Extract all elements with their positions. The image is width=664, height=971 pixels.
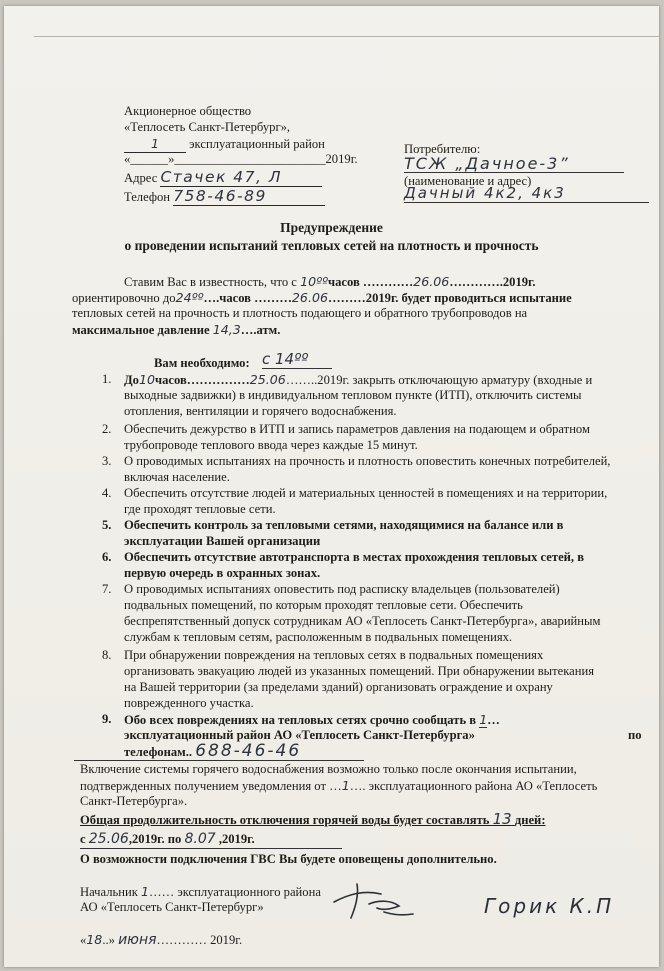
item-text: часов…………… bbox=[155, 373, 250, 387]
item-line: где проходят тепловые сети. bbox=[124, 502, 276, 516]
date-day-blank: «______» bbox=[124, 152, 175, 166]
signature-mark bbox=[329, 874, 419, 924]
item-line: поврежденного участка. bbox=[124, 696, 254, 710]
item-number: 3. bbox=[102, 454, 112, 468]
item-line: подвальных помещений, по которым проходят тепловые сети. Обеспечить bbox=[124, 598, 523, 612]
date-month-blank: ________________________ bbox=[174, 152, 326, 166]
dhw-line1: Включение системы горячего водоснабжения возможно только после окончания испытании, bbox=[80, 762, 577, 776]
item-line bbox=[124, 712, 500, 728]
dhw-line3: Санкт-Петербурга». bbox=[80, 794, 188, 808]
item-line: трубопроводе теплового ввода через каждые 15 минут. bbox=[124, 438, 418, 452]
duration-line1 bbox=[80, 812, 546, 828]
intro-line1 bbox=[124, 274, 536, 290]
sender-district bbox=[124, 136, 325, 153]
item-line: Обеспечить дежурство в ИТП и запись параметров давления на подающем и обратном bbox=[124, 422, 590, 436]
district-ref: 1 bbox=[479, 712, 488, 727]
item-line: организовать эвакуацию людей из указанных помещений. При обнаружении вытекания bbox=[124, 664, 595, 678]
item-line: включая население. bbox=[124, 470, 230, 484]
sender-address bbox=[124, 170, 322, 187]
duration-text: ,2019г. по bbox=[128, 832, 182, 846]
footer-district: 1 bbox=[141, 884, 150, 899]
footer-text: Начальник bbox=[80, 885, 138, 899]
footer-text: …… эксплуатационного района bbox=[149, 885, 321, 899]
item-number: 5. bbox=[102, 518, 112, 532]
item-line: беспрепятственный допуск сотрудникам АО «Теплосеть Санкт-Петербурга», аварийным bbox=[124, 614, 601, 628]
item-line: При обнаружении повреждения на тепловых сетях в подвальных помещениях bbox=[124, 648, 544, 662]
intro-text: ………….2019г. bbox=[449, 275, 536, 289]
item-line: Обеспечить контроль за тепловыми сетями, находящимися на балансе или в bbox=[124, 518, 564, 532]
document-subtitle: о проведении испытаний тепловых сетей на плотность и прочность bbox=[124, 238, 539, 253]
item-line: О проводимых испытаниях на прочность и плотность оповестить конечных потребителей, bbox=[124, 454, 611, 468]
duration-line2 bbox=[80, 832, 255, 847]
dhw-text: подтвержденных получением уведомления от … bbox=[80, 779, 342, 793]
signer-name: Горик К.П bbox=[484, 894, 615, 918]
start-time: 10ºº bbox=[300, 274, 328, 289]
document-title: Предупреждение bbox=[280, 220, 383, 235]
footer-date-month: июня bbox=[118, 932, 157, 948]
footer-date bbox=[80, 932, 242, 948]
district-number: 1 bbox=[150, 136, 159, 151]
recipient-name-line bbox=[404, 154, 624, 173]
sender-date bbox=[124, 152, 358, 167]
underline-rule bbox=[74, 760, 364, 761]
item-line bbox=[124, 372, 592, 388]
item-line: первую очередь в охранных зонах. bbox=[124, 566, 321, 580]
item-number: 2. bbox=[102, 422, 112, 436]
duration-from: 25.06 bbox=[88, 831, 129, 847]
close-time: 10 bbox=[138, 372, 155, 387]
dhw-text: …. эксплуатационного района АО «Теплосеть bbox=[349, 779, 598, 793]
dhw-line2 bbox=[80, 778, 597, 794]
district-suffix: эксплуатационный район bbox=[189, 137, 325, 151]
date-quote: ..» bbox=[102, 933, 115, 947]
need-handwritten: с 14ºº bbox=[262, 350, 332, 369]
end-date: 26.06 bbox=[291, 290, 328, 305]
recipient-name: ТСЖ „Дачное-3” bbox=[404, 154, 570, 173]
phone-value: 758-46-89 bbox=[173, 187, 267, 205]
sender-org-line1: Акционерное общество bbox=[124, 104, 252, 118]
item-number: 1. bbox=[102, 372, 112, 386]
pressure-unit: ….атм. bbox=[240, 323, 281, 337]
duration-text: ,2019г. bbox=[218, 832, 255, 846]
recipient-caption: (наименование и адрес) bbox=[404, 174, 532, 188]
item-text: ……..2019г. закрыть отключающую арматуру (входные и bbox=[285, 373, 593, 387]
sender-phone bbox=[124, 189, 325, 206]
duration-text: с bbox=[80, 832, 86, 846]
max-pressure-value: 14,3 bbox=[212, 322, 241, 337]
item-text-end: по bbox=[628, 728, 642, 742]
item-text: эксплуатационный район АО «Теплосеть Санкт-Петербурга» bbox=[124, 728, 475, 742]
item-number: 7. bbox=[102, 582, 112, 596]
recipient-address: Дачный 4к2, 4к3 bbox=[404, 184, 566, 202]
item-line: эксплуатации Вашей организации bbox=[124, 534, 321, 548]
intro-text: ориентировочно до bbox=[72, 291, 176, 305]
footer-line2: АО «Теплосеть Санкт-Петербург» bbox=[80, 900, 264, 914]
phone-numbers: 688-46-46 bbox=[195, 741, 302, 761]
duration-text: Общая продолжительность отключения горячей воды будет составлять bbox=[80, 813, 490, 827]
sender-org-line2: «Теплосеть Санкт-Петербург», bbox=[124, 120, 291, 134]
item-text: … bbox=[487, 713, 500, 727]
footer-date-year: ………… 2019г. bbox=[156, 933, 243, 947]
item-line: службам к тепловым сетям, расположенным в подвальных помещениях. bbox=[124, 630, 513, 644]
duration-days: 13 bbox=[492, 810, 512, 828]
address-value: Стачек 47, Л bbox=[160, 168, 283, 186]
item-text: Обо всех повреждениях на тепловых сетях срочно сообщать в bbox=[124, 713, 477, 727]
intro-text: ….часов ……… bbox=[203, 291, 292, 305]
intro-text: часов ………… bbox=[327, 275, 414, 289]
need-label: Вам необходимо: bbox=[154, 356, 250, 370]
item-number: 9. bbox=[102, 712, 112, 726]
date-year: 2019г. bbox=[325, 152, 358, 166]
start-date: 26.06 bbox=[413, 274, 450, 289]
item-line: Обеспечить отсутствие автотранспорта в местах прохождения тепловых сетей, в bbox=[124, 550, 585, 564]
intro-line4 bbox=[72, 322, 280, 338]
intro-text: ………2019г. будет проводиться испытание bbox=[327, 291, 572, 305]
phone-label: Телефон bbox=[124, 190, 171, 204]
item-line: на Вашей территории (за пределами зданий) организовать ограждение и охрану bbox=[124, 680, 553, 694]
close-date: 25.06 bbox=[249, 372, 286, 387]
max-pressure-label: максимальное давление bbox=[72, 323, 210, 337]
reconnect-notice: О возможности подключения ГВС Вы будете оповещены дополнительно. bbox=[80, 852, 497, 866]
intro-text: известность, что с bbox=[199, 275, 297, 289]
item-line: Обеспечить отсутствие людей и материальных ценностей в помещениях и на территории, bbox=[124, 486, 608, 500]
date-quote: « bbox=[80, 933, 87, 947]
item-number: 6. bbox=[102, 550, 112, 564]
item-line bbox=[124, 741, 302, 761]
end-time: 24ºº bbox=[175, 290, 204, 305]
footer-date-day: 18 bbox=[86, 932, 103, 947]
recipient-address-line bbox=[404, 184, 649, 203]
dhw-district: 1 bbox=[341, 778, 350, 793]
duration-to: 8.07 bbox=[184, 831, 216, 847]
page-edge-line bbox=[34, 36, 659, 37]
item-number: 4. bbox=[102, 486, 112, 500]
item-line: отопления, вентиляции и горячего водоснабжения. bbox=[124, 404, 397, 418]
item-text: До bbox=[124, 373, 139, 387]
item-number: 8. bbox=[102, 648, 112, 662]
document-page bbox=[4, 6, 659, 967]
intro-line3: тепловых сетей на прочность и плотность подающего и обратного трубопроводов на bbox=[72, 306, 528, 320]
phones-label: телефонам.. bbox=[124, 745, 193, 759]
intro-line2 bbox=[72, 290, 572, 306]
intro-text: Ставим Вас в bbox=[124, 275, 196, 289]
item-line: выходные задвижки) в индивидуальном тепловом пункте (ИТП), отключить системы bbox=[124, 388, 582, 402]
duration-text: дней: bbox=[514, 813, 546, 827]
footer-line1 bbox=[80, 884, 321, 900]
item-line: О проводимых испытаниях оповестить под расписку владельцев (пользователей) bbox=[124, 582, 560, 596]
recipient-label: Потребителю: bbox=[404, 142, 481, 156]
underline-rule bbox=[80, 848, 342, 849]
address-label: Адрес bbox=[124, 171, 158, 185]
